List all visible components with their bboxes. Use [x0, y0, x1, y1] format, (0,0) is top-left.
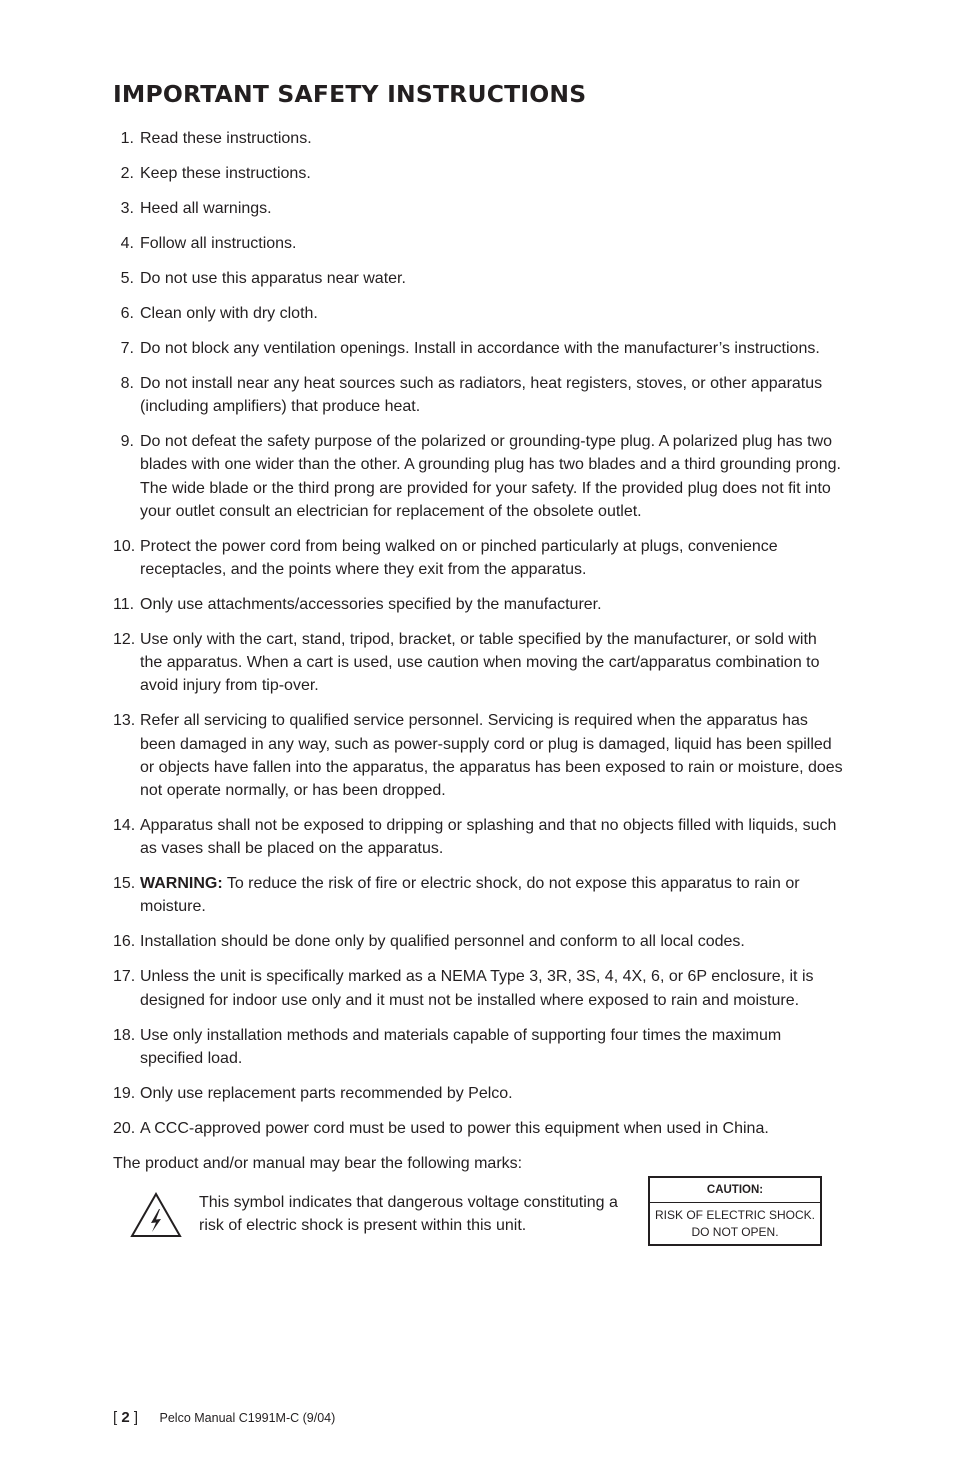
- caution-line-1: RISK OF ELECTRIC SHOCK.: [654, 1208, 816, 1222]
- page-number: [113, 1409, 138, 1426]
- item-text: Do not defeat the safety purpose of the polarized or grounding-type plug. A polarized plug has two blades with one wider than the other. A grounding plug has two blades and a third grounding prong. The wide blade or the third prong are provided for your safety. If the provided plug does not fit into your outlet consult an electrician for replacement of the obsolete outlet.: [140, 433, 841, 520]
- list-item: [113, 1117, 843, 1140]
- item-text: Read these instructions.: [140, 130, 312, 147]
- list-item: [113, 1082, 843, 1105]
- manual-reference: Pelco Manual C1991M-C (9/04): [159, 1411, 336, 1425]
- item-text: Apparatus shall not be exposed to dripping or splashing and that no objects filled with liquids, such as vases shall be placed on the apparatus.: [140, 817, 837, 858]
- item-number: 8.: [120, 375, 134, 392]
- list-item: [113, 628, 843, 698]
- page-footer: [113, 1409, 335, 1426]
- list-item: [113, 1024, 843, 1070]
- item-number: 11.: [113, 596, 135, 614]
- list-item: [113, 197, 843, 220]
- list-item: [113, 965, 843, 1011]
- item-text: Use only installation methods and materials capable of supporting four times the maximum specified load.: [140, 1026, 782, 1067]
- list-item: [113, 814, 843, 860]
- list-item: [113, 372, 843, 418]
- page-number-value: 2: [121, 1409, 130, 1426]
- item-number: 4.: [120, 235, 134, 252]
- item-number: 17.: [113, 968, 136, 986]
- item-text: Keep these instructions.: [140, 165, 311, 182]
- warning-label: WARNING:: [140, 875, 223, 893]
- item-number: 5.: [120, 270, 134, 287]
- list-item: [113, 872, 843, 918]
- list-item: [113, 430, 843, 523]
- item-number: 1.: [120, 130, 134, 147]
- item-text: Clean only with dry cloth.: [140, 305, 318, 322]
- list-item: [113, 337, 843, 360]
- item-text: Do not install near any heat sources such as radiators, heat registers, stoves, or other apparatus (including amplifiers) that produce heat.: [140, 375, 823, 416]
- item-number: 6.: [120, 305, 134, 322]
- item-text: Do not block any ventilation openings. Install in accordance with the manufacturer’s instructions.: [140, 340, 820, 357]
- symbol-description: This symbol indicates that dangerous voltage constituting a risk of electric shock is present within this unit.: [199, 1194, 618, 1234]
- item-text: A CCC-approved power cord must be used to power this equipment when used in China.: [140, 1119, 769, 1137]
- item-text: Follow all instructions.: [140, 235, 297, 252]
- list-item: [113, 267, 843, 290]
- bracket-open: [: [113, 1409, 122, 1426]
- list-item: [113, 232, 843, 255]
- item-text: Refer all servicing to qualified service personnel. Servicing is required when the apparatus has been damaged in any way, such as power-supply cord or plug is damaged, liquid has been spilled or objects have fallen into the apparatus, the apparatus has been exposed to rain or moisture, does not operate normally, or has been dropped.: [140, 712, 843, 800]
- item-number: 18.: [113, 1026, 136, 1044]
- item-text: Unless the unit is specifically marked as a NEMA Type 3, 3R, 3S, 4, 4X, 6, or 6P enclosure, it is designed for indoor use only and it must not be installed where exposed to rain and moisture.: [140, 968, 814, 1009]
- list-item: [113, 535, 843, 581]
- marks-intro: The product and/or manual may bear the following marks:: [113, 1155, 523, 1172]
- list-item: [113, 593, 843, 616]
- list-item: [113, 930, 843, 953]
- item-text: Only use attachments/accessories specified by the manufacturer.: [140, 596, 602, 614]
- item-text: Only use replacement parts recommended by Pelco.: [140, 1084, 513, 1102]
- item-text: Do not use this apparatus near water.: [140, 270, 406, 287]
- caution-label: [648, 1176, 822, 1246]
- item-number: 9.: [120, 433, 134, 451]
- page-title: IMPORTANT SAFETY INSTRUCTIONS: [113, 82, 587, 108]
- electric-shock-warning-icon: [130, 1192, 182, 1238]
- item-text: Heed all warnings.: [140, 200, 272, 217]
- caution-heading: CAUTION:: [650, 1178, 820, 1203]
- item-number: 20.: [113, 1119, 136, 1137]
- item-text: Use only with the cart, stand, tripod, bracket, or table specified by the manufacturer, or sold with the apparatus. When a cart is used, use caution when moving the cart/apparatus combination to avoid injury from tip-over.: [140, 631, 820, 695]
- list-item: [113, 302, 843, 325]
- caution-line-2: DO NOT OPEN.: [691, 1224, 779, 1239]
- list-item: [113, 127, 843, 150]
- item-number: 12.: [113, 631, 136, 649]
- bracket-close: ]: [129, 1409, 139, 1426]
- list-item: [113, 162, 843, 185]
- item-number: 19.: [113, 1084, 136, 1102]
- item-number: 16.: [113, 933, 136, 951]
- item-number: 15.: [113, 875, 136, 893]
- item-number: 7.: [120, 340, 134, 357]
- item-number: 10.: [113, 537, 136, 555]
- item-number: 3.: [120, 200, 134, 217]
- item-number: 14.: [113, 817, 136, 835]
- safety-instructions-list: [113, 127, 843, 1152]
- item-text: To reduce the risk of fire or electric shock, do not expose this apparatus to rain or moisture.: [140, 875, 800, 916]
- caution-body: [650, 1203, 820, 1240]
- item-number: 13.: [113, 712, 136, 730]
- item-text: Protect the power cord from being walked on or pinched particularly at plugs, convenience receptacles, and the points where they exit from the apparatus.: [140, 537, 778, 579]
- item-number: 2.: [120, 165, 134, 182]
- item-text: Installation should be done only by qualified personnel and conform to all local codes.: [140, 933, 745, 951]
- list-item: [113, 709, 843, 802]
